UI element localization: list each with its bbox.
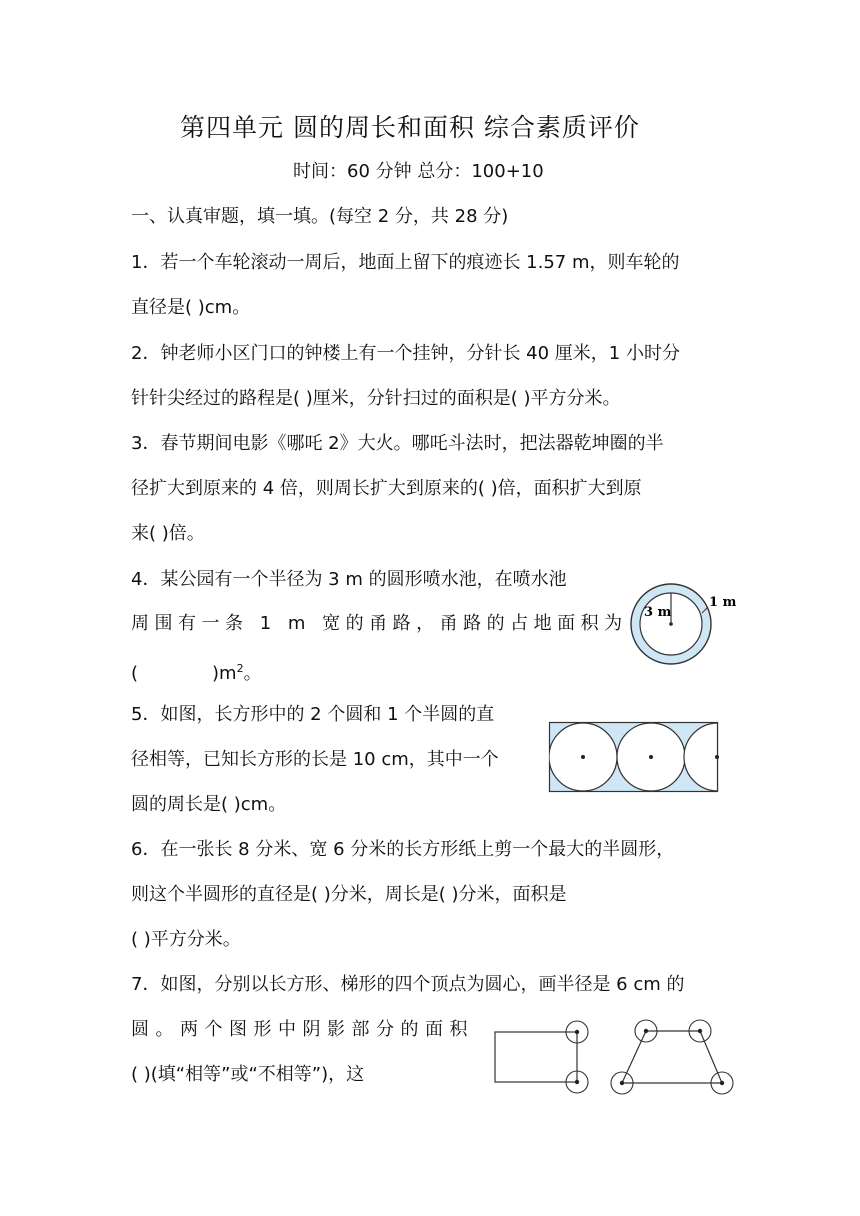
question-2-line-1: 2．钟老师小区门口的钟楼上有一个挂钟，分针长 40 厘米，1 小时分: [131, 343, 680, 364]
question-1-line-1: 1．若一个车轮滚动一周后，地面上留下的痕迹长 1.57 m，则车轮的: [131, 252, 680, 273]
line-end: 。: [243, 663, 262, 684]
page-title: 第四单元 圆的周长和面积 综合素质评价: [180, 113, 640, 142]
question-4-line-3: [131, 657, 262, 686]
question-3-line-2: 径扩大到原来的 4 倍，则周长扩大到原来的( )倍，面积扩大到原: [131, 478, 642, 499]
rectangle-vertex-circles-figure: [494, 1018, 594, 1098]
question-6-line-2: 则这个半圆形的直径是( )分米，周长是( )分米，面积是: [131, 884, 567, 905]
question-3-line-1: 3．春节期间电影《哪吒 2》大火。哪吒斗法时，把法器乾坤圈的半: [131, 433, 664, 454]
vertex-dot-bottom-right: [575, 1080, 579, 1084]
section-heading: 一、认真审题，填一填。(每空 2 分，共 28 分): [131, 206, 509, 227]
question-4-line-2: 周围有一条 1 m 宽的甬路，甬路的占地面积为: [131, 613, 628, 634]
unit-text: )m: [212, 663, 237, 684]
question-3-line-3: 来( )倍。: [131, 523, 205, 544]
center-dot-1: [581, 755, 585, 759]
question-5-line-2: 径相等，已知长方形的长是 10 cm，其中一个: [131, 749, 499, 770]
question-7-line-2: 圆。两个图形中阴影部分的面积: [131, 1019, 474, 1040]
question-7-line-3: ( )(填“相等”或“不相等”)，这: [131, 1064, 365, 1085]
answer-open-paren: (: [131, 663, 139, 684]
question-6-line-3: ( )平方分米。: [131, 929, 241, 950]
vertex-dot-bottom-right: [720, 1081, 724, 1085]
center-dot-2: [649, 755, 653, 759]
vertex-dot-bottom-left: [620, 1081, 624, 1085]
question-2-line-2: 针针尖经过的路程是( )厘米，分针扫过的面积是( )平方分米。: [131, 388, 621, 409]
pool-figure: [628, 582, 737, 672]
width-label: 1 m: [709, 595, 737, 610]
exam-meta: 时间：60 分钟 总分：100+10: [293, 161, 544, 182]
question-1-line-2: 直径是( )cm。: [131, 297, 251, 318]
question-7-line-1: 7．如图，分别以长方形、梯形的四个顶点为圆心，画半径是 6 cm 的: [131, 974, 685, 995]
unit-superscript: 2: [236, 662, 244, 675]
radius-label: 3 m: [644, 605, 672, 620]
rectangle-circles-figure: [549, 722, 721, 796]
center-dot-3: [715, 755, 719, 759]
vertex-dot-top-left: [644, 1029, 648, 1033]
question-4-line-1: 4．某公园有一个半径为 3 m 的圆形喷水池，在喷水池: [131, 569, 567, 590]
rectangle-shape: [495, 1032, 577, 1082]
question-6-line-1: 6．在一张长 8 分米、宽 6 分米的长方形纸上剪一个最大的半圆形，: [131, 839, 675, 860]
question-5-line-1: 5．如图，长方形中的 2 个圆和 1 个半圆的直: [131, 704, 495, 725]
question-5-line-3: 圆的周长是( )cm。: [131, 794, 287, 815]
vertex-dot-top-right: [698, 1029, 702, 1033]
vertex-dot-top-right: [575, 1030, 579, 1034]
trapezoid-vertex-circles-figure: [606, 1015, 736, 1099]
